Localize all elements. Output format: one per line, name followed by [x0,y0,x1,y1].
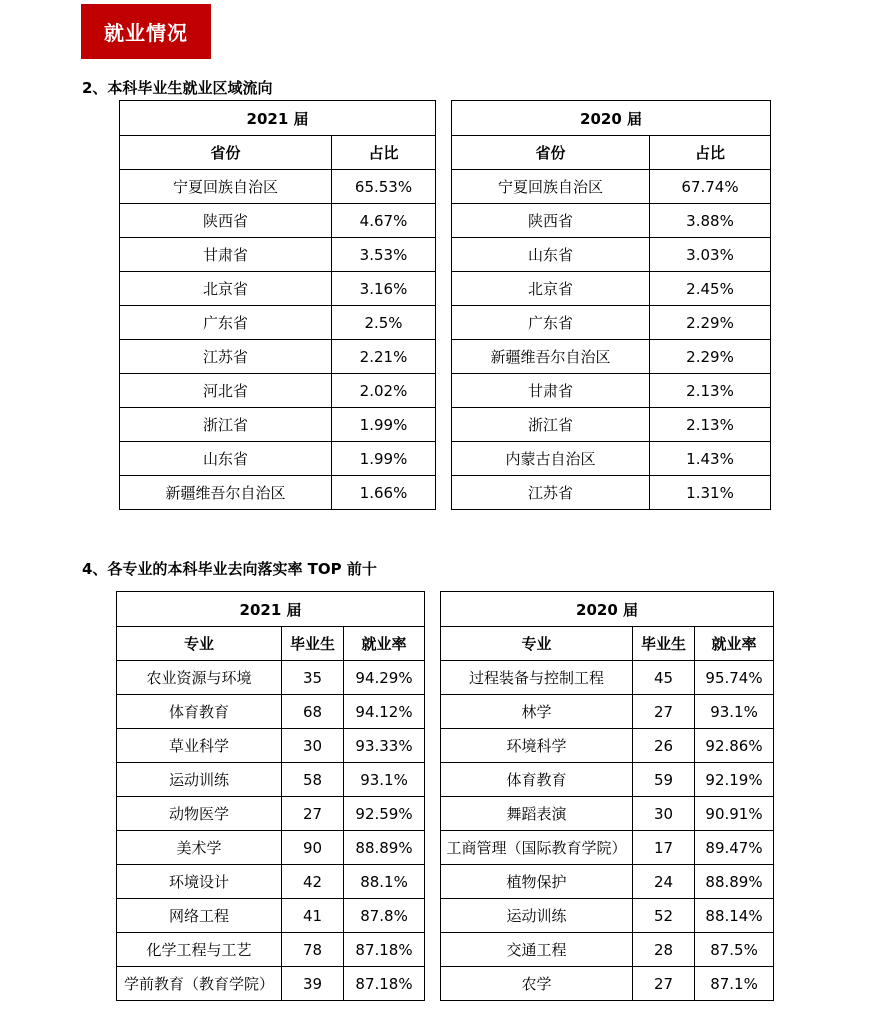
province-cell: 江苏省 [452,476,650,510]
major-cell: 舞蹈表演 [441,797,633,831]
major-row [117,831,425,865]
major-row [441,899,774,933]
major-cell: 美术学 [117,831,282,865]
major-cell: 草业科学 [117,729,282,763]
region-row [452,442,771,476]
region-row [120,204,436,238]
province-cell: 宁夏回族自治区 [452,170,650,204]
graduates-cell: 27 [282,797,344,831]
major-cell: 工商管理（国际教育学院） [441,831,633,865]
major-cell: 学前教育（教育学院） [117,967,282,1001]
province-cell: 浙江省 [452,408,650,442]
rate-cell: 87.18% [344,967,425,1001]
share-cell: 3.88% [650,204,771,238]
rate-cell: 92.59% [344,797,425,831]
col-header-rate: 就业率 [695,627,774,661]
major-cell: 体育教育 [441,763,633,797]
graduates-cell: 90 [282,831,344,865]
major-row [117,933,425,967]
rate-cell: 87.8% [344,899,425,933]
col-header-province: 省份 [120,136,332,170]
rate-cell: 92.19% [695,763,774,797]
col-header-graduates: 毕业生 [282,627,344,661]
province-cell: 甘肃省 [120,238,332,272]
major-cell: 交通工程 [441,933,633,967]
col-header-major: 专业 [441,627,633,661]
province-cell: 山东省 [452,238,650,272]
major-row [441,967,774,1001]
province-cell: 北京省 [452,272,650,306]
major-row [441,865,774,899]
major-cell: 动物医学 [117,797,282,831]
major-row [117,967,425,1001]
graduates-cell: 30 [282,729,344,763]
region-row [452,476,771,510]
graduates-cell: 28 [633,933,695,967]
province-cell: 北京省 [120,272,332,306]
province-cell: 新疆维吾尔自治区 [452,340,650,374]
year-header: 2021 届 [120,101,436,136]
major-row [441,695,774,729]
region-row [120,476,436,510]
major-cell: 农学 [441,967,633,1001]
share-cell: 4.67% [332,204,436,238]
rate-cell: 94.29% [344,661,425,695]
graduates-cell: 52 [633,899,695,933]
major-cell: 农业资源与环境 [117,661,282,695]
region-row [452,408,771,442]
major-table-2021 [116,591,425,1001]
major-row [441,729,774,763]
rate-cell: 93.1% [344,763,425,797]
section-badge: 就业情况 [81,4,211,59]
region-row [120,272,436,306]
region-row [120,170,436,204]
major-table-2020 [440,591,774,1001]
graduates-cell: 27 [633,967,695,1001]
rate-cell: 88.14% [695,899,774,933]
province-cell: 新疆维吾尔自治区 [120,476,332,510]
major-cell: 运动训练 [117,763,282,797]
graduates-cell: 39 [282,967,344,1001]
share-cell: 1.43% [650,442,771,476]
rate-cell: 88.89% [344,831,425,865]
col-header-rate: 就业率 [344,627,425,661]
major-section-title: 4、各专业的本科毕业去向落实率 TOP 前十 [82,560,377,578]
province-cell: 宁夏回族自治区 [120,170,332,204]
major-cell: 网络工程 [117,899,282,933]
province-cell: 广东省 [452,306,650,340]
major-cell: 运动训练 [441,899,633,933]
rate-cell: 95.74% [695,661,774,695]
region-table-2021 [119,100,436,510]
share-cell: 2.13% [650,374,771,408]
region-row [452,204,771,238]
region-row [452,306,771,340]
rate-cell: 88.1% [344,865,425,899]
share-cell: 1.31% [650,476,771,510]
region-section-title: 2、本科毕业生就业区域流向 [82,79,273,97]
graduates-cell: 24 [633,865,695,899]
rate-cell: 92.86% [695,729,774,763]
major-row [117,661,425,695]
major-cell: 化学工程与工艺 [117,933,282,967]
graduates-cell: 26 [633,729,695,763]
col-header-province: 省份 [452,136,650,170]
major-cell: 林学 [441,695,633,729]
province-cell: 甘肃省 [452,374,650,408]
region-row [452,238,771,272]
region-row [452,272,771,306]
province-cell: 浙江省 [120,408,332,442]
region-row [452,374,771,408]
share-cell: 2.45% [650,272,771,306]
share-cell: 2.02% [332,374,436,408]
major-cell: 过程装备与控制工程 [441,661,633,695]
province-cell: 陕西省 [120,204,332,238]
major-cell: 环境科学 [441,729,633,763]
major-row [117,729,425,763]
region-row [120,374,436,408]
share-cell: 1.99% [332,442,436,476]
province-cell: 河北省 [120,374,332,408]
share-cell: 2.13% [650,408,771,442]
graduates-cell: 30 [633,797,695,831]
major-cell: 植物保护 [441,865,633,899]
rate-cell: 93.1% [695,695,774,729]
share-cell: 67.74% [650,170,771,204]
major-row [117,899,425,933]
region-row [120,340,436,374]
region-row [120,442,436,476]
share-cell: 1.66% [332,476,436,510]
major-row [441,831,774,865]
share-cell: 2.21% [332,340,436,374]
rate-cell: 87.5% [695,933,774,967]
rate-cell: 89.47% [695,831,774,865]
major-row [117,797,425,831]
col-header-share: 占比 [332,136,436,170]
major-row [117,763,425,797]
col-header-graduates: 毕业生 [633,627,695,661]
province-cell: 江苏省 [120,340,332,374]
share-cell: 65.53% [332,170,436,204]
province-cell: 广东省 [120,306,332,340]
major-row [441,797,774,831]
share-cell: 3.16% [332,272,436,306]
graduates-cell: 68 [282,695,344,729]
rate-cell: 90.91% [695,797,774,831]
major-row [441,933,774,967]
region-table-2020 [451,100,771,510]
major-cell: 环境设计 [117,865,282,899]
rate-cell: 94.12% [344,695,425,729]
region-row [452,170,771,204]
share-cell: 3.53% [332,238,436,272]
graduates-cell: 59 [633,763,695,797]
year-header: 2021 届 [117,592,425,627]
rate-cell: 88.89% [695,865,774,899]
graduates-cell: 41 [282,899,344,933]
share-cell: 2.5% [332,306,436,340]
region-row [452,340,771,374]
year-header: 2020 届 [452,101,771,136]
region-row [120,306,436,340]
major-cell: 体育教育 [117,695,282,729]
major-row [441,661,774,695]
share-cell: 1.99% [332,408,436,442]
graduates-cell: 45 [633,661,695,695]
rate-cell: 87.18% [344,933,425,967]
region-row [120,238,436,272]
rate-cell: 93.33% [344,729,425,763]
col-header-major: 专业 [117,627,282,661]
region-row [120,408,436,442]
year-header: 2020 届 [441,592,774,627]
rate-cell: 87.1% [695,967,774,1001]
province-cell: 山东省 [120,442,332,476]
graduates-cell: 27 [633,695,695,729]
graduates-cell: 42 [282,865,344,899]
graduates-cell: 78 [282,933,344,967]
graduates-cell: 17 [633,831,695,865]
share-cell: 2.29% [650,340,771,374]
graduates-cell: 58 [282,763,344,797]
major-row [441,763,774,797]
share-cell: 3.03% [650,238,771,272]
province-cell: 内蒙古自治区 [452,442,650,476]
major-row [117,865,425,899]
province-cell: 陕西省 [452,204,650,238]
col-header-share: 占比 [650,136,771,170]
share-cell: 2.29% [650,306,771,340]
graduates-cell: 35 [282,661,344,695]
major-row [117,695,425,729]
